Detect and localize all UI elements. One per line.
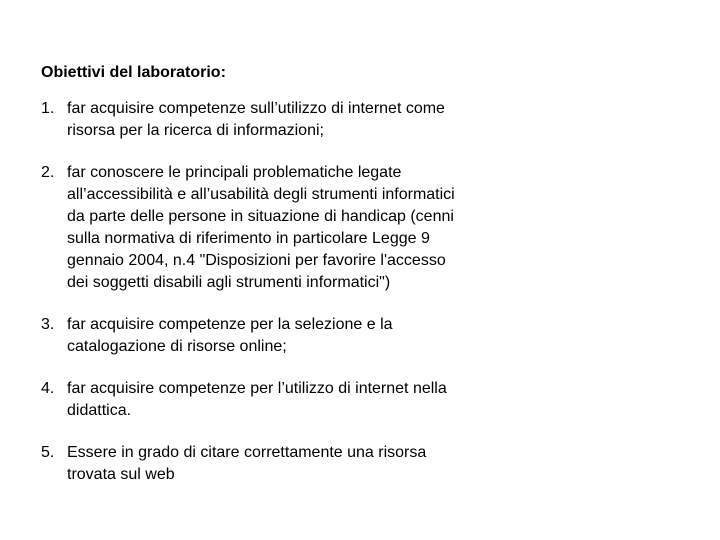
item-number: 5.	[41, 444, 55, 461]
item-text: far acquisire competenze per la selezione e la catalogazione di risorse online;	[67, 316, 393, 355]
list-item	[41, 162, 681, 294]
list-item	[41, 98, 681, 142]
item-number: 4.	[41, 380, 55, 397]
list-item	[41, 442, 681, 486]
objectives-list	[41, 98, 681, 486]
item-text: Essere in grado di citare correttamente una risorsa trovata sul web	[67, 444, 427, 483]
item-number: 3.	[41, 316, 55, 333]
item-text: far conoscere le principali problematiche legate all’accessibilità e all’usabilità degli strumenti informatici da parte delle persone in situazione di handicap (cenni sulla normativa di riferimento in particolare Legge 9 gennaio 2004, n.4 "Disposizioni per favorire l'accesso dei soggetti disabili agli strumenti informatici")	[67, 164, 455, 291]
slide-title: Obiettivi del laboratorio:	[41, 64, 226, 81]
item-number: 1.	[41, 100, 55, 117]
slide-content	[41, 62, 681, 506]
item-text: far acquisire competenze sull’utilizzo di internet come risorsa per la ricerca di informazioni;	[67, 100, 445, 139]
item-text: far acquisire competenze per l’utilizzo di internet nella didattica.	[67, 380, 447, 419]
list-item	[41, 314, 681, 358]
list-item	[41, 378, 681, 422]
item-number: 2.	[41, 164, 55, 181]
